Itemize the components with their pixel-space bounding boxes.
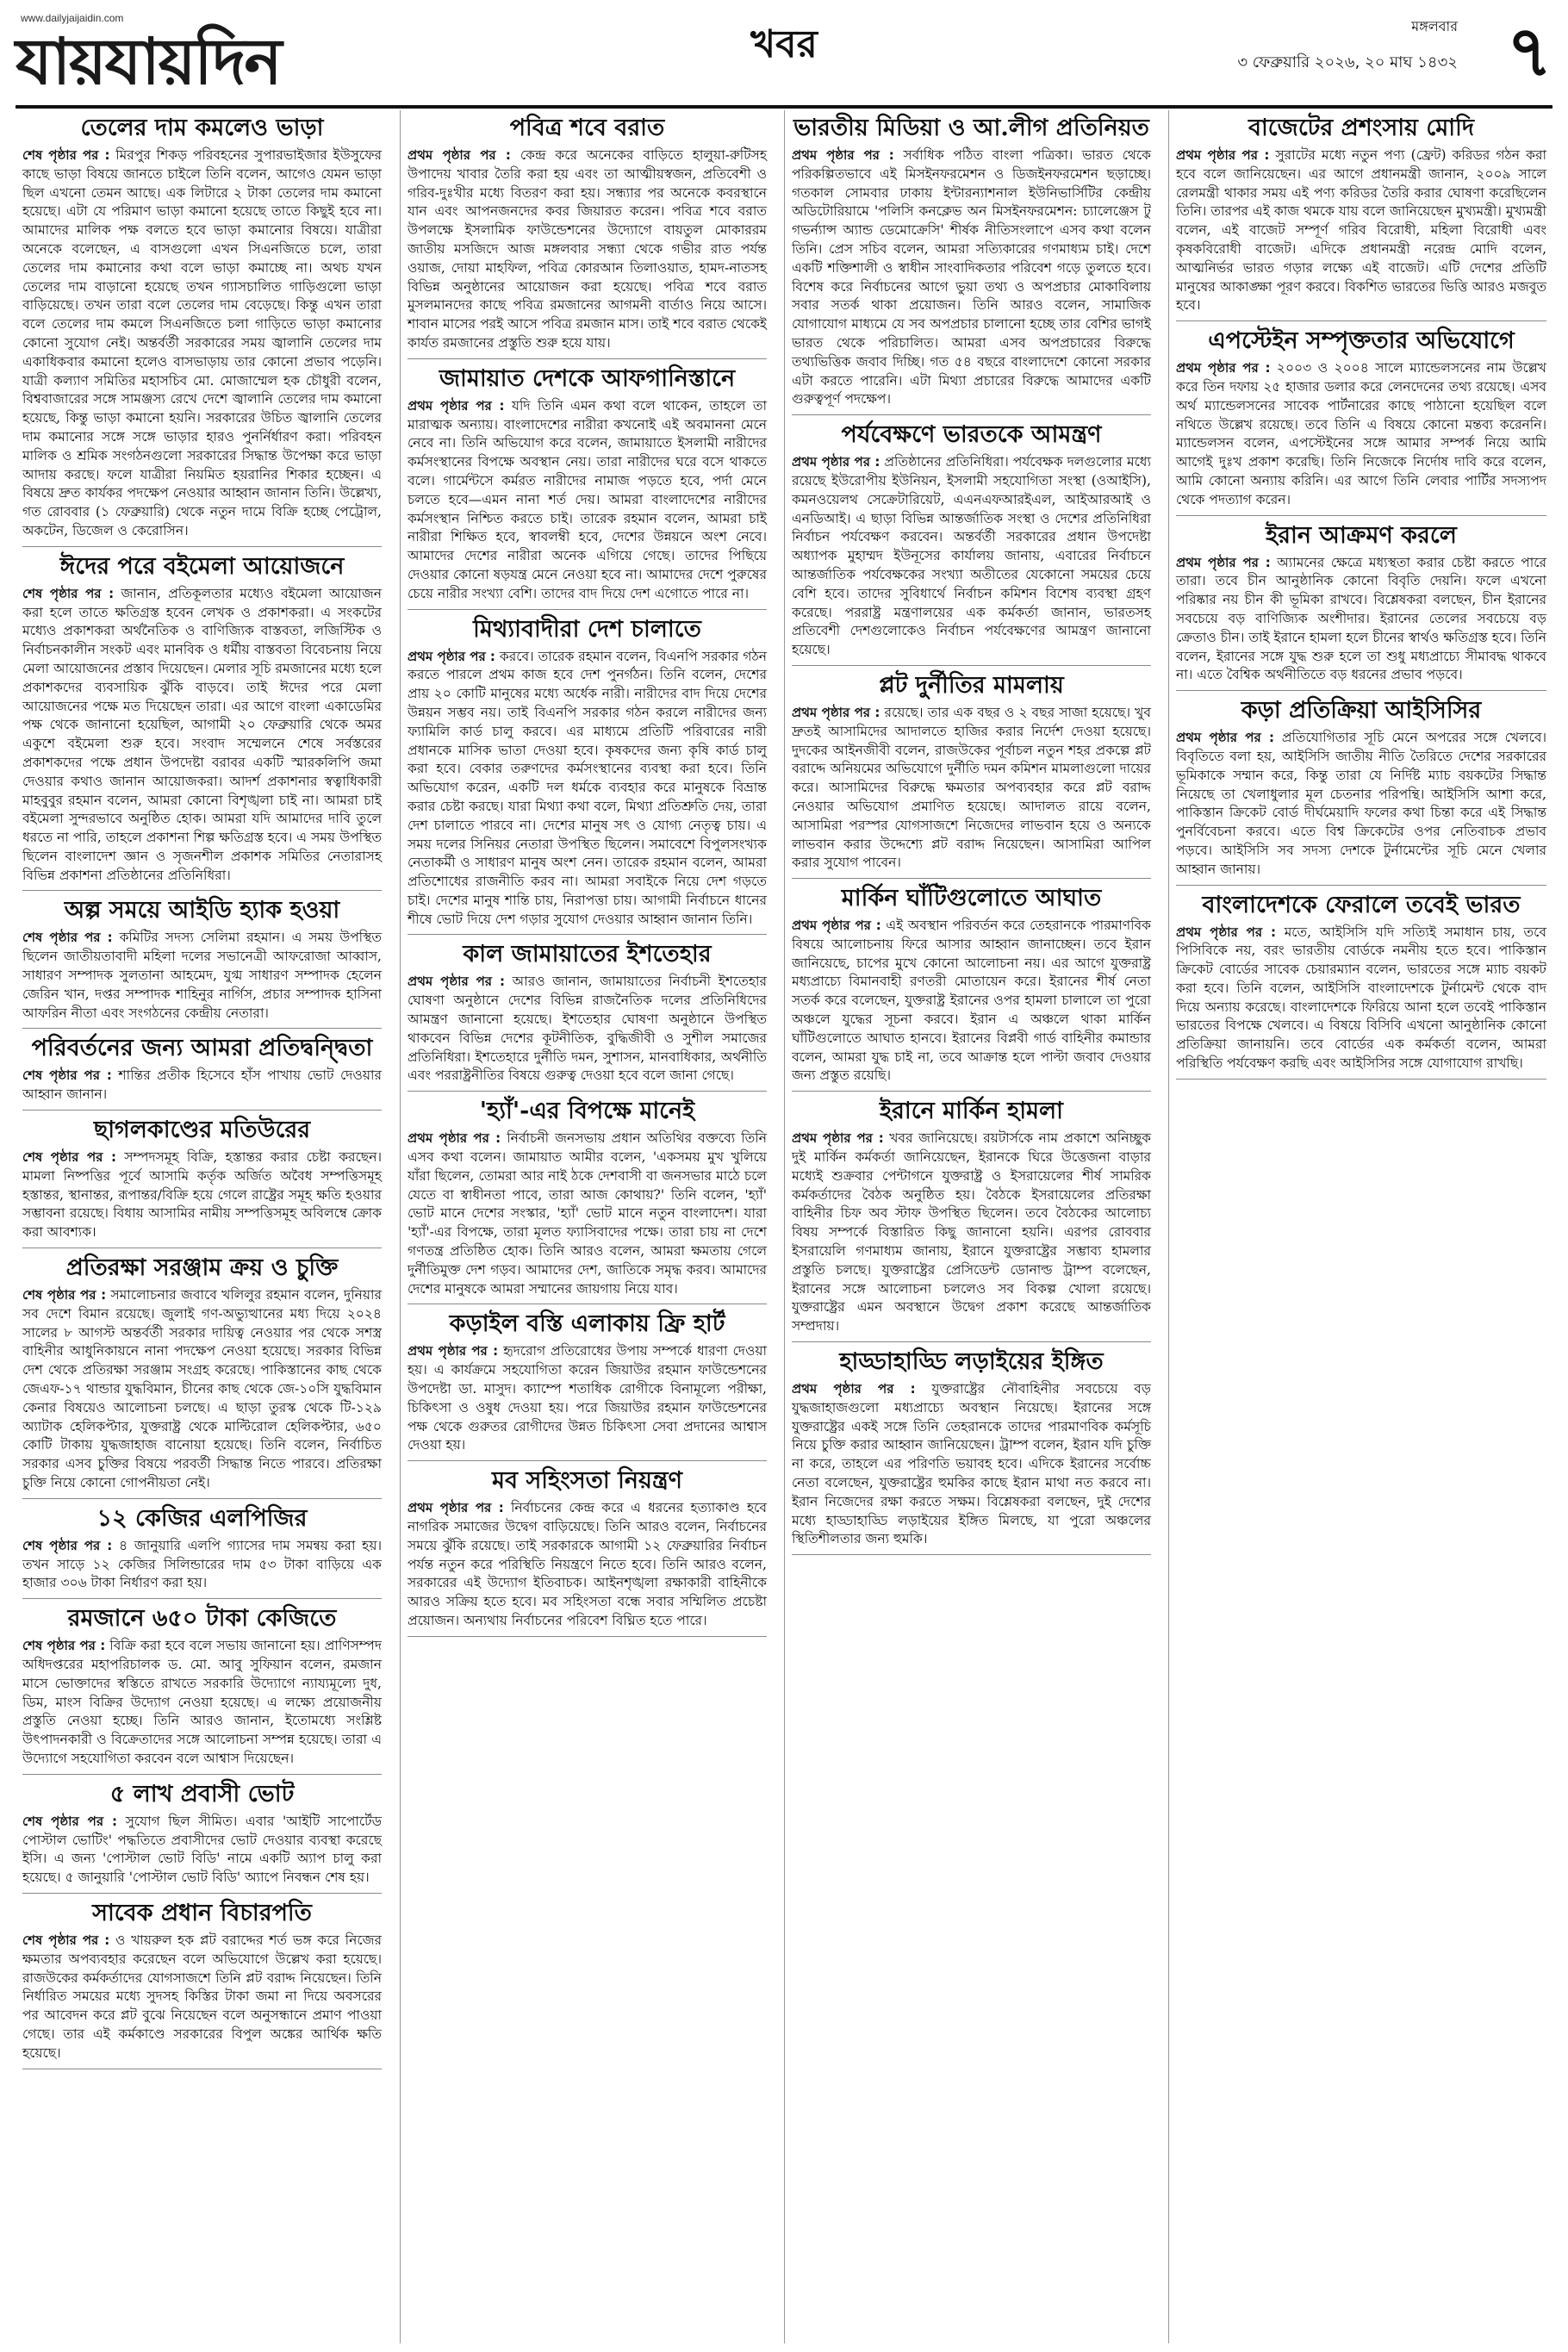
news-story bbox=[22, 114, 382, 547]
story-headline[interactable]: মার্কিন ঘাঁটিগুলোতে আঘাত bbox=[841, 885, 1102, 912]
news-story bbox=[408, 114, 767, 359]
story-headline[interactable]: সাবেক প্রধান বিচারপতি bbox=[92, 1899, 312, 1926]
story-continuation-label: প্রথম পৃষ্ঠার পর : bbox=[792, 918, 881, 934]
story-text: কমিটির সদস্য সেলিমা রহমান। এ সময় উপস্থিত ছিলেন জাতীয়তাবাদী মহিলা দলের সভানেত্রী আফরোজা আব্বাস, সাধারণ সম্পাদক সুলতানা আহমেদ, যুগ্ম সাধারণ সম্পাদক হেলেন জেরিন খান, দপ্তর সম্পাদক শাহিনুর নার্গিস, প্রচার সম্পাদক হাসিনা আফরিন নীতা এবং সংগঠনের কেন্দ্রীয় নেতারা। bbox=[22, 930, 382, 1021]
story-continuation-label: প্রথম পৃষ্ঠার পর : bbox=[792, 1381, 916, 1397]
story-text: নির্বাচনী জনসভায় প্রধান অতিথির বক্তব্যে তিনি এসব কথা বলেন। জামায়াত আমীর বলেন, 'একসময় মুখ খুলিয়ে যাঁরা ছিলেন, তোমরা আর নাই ঠকে দেশবাসী বা জনসভার মাঠে চলে যেতে বা স্বাধীনতা পাবে, তারা আজ কোথায়?' তিনি বলেন, 'হ্যাঁ' ভোট মানে দেশের সংস্কার, 'হ্যাঁ' ভোট মানে নতুন বাংলাদেশ। যারা 'হ্যাঁ'-এর বিপক্ষে, তারা মূলত ফ্যাসিবাদের পক্ষে। তারা চায় না দেশে গণতন্ত্র প্রতিষ্ঠিত হোক। তিনি আরও বলেন, আমরা ক্ষমতায় গেলে দুর্নীতিমুক্ত দেশ গড়ব। আমাদের দেশ, জাতিকে সমৃদ্ধ করব। আমাদের দেশের মানুষকে আমরা সম্মানের জায়গায় নিয়ে যাব। bbox=[408, 1130, 767, 1297]
masthead bbox=[16, 9, 1552, 109]
story-text: জানান, প্রতিকূলতার মধ্যেও বইমেলা আয়োজন করা হলে তাতে ক্ষতিগ্রস্ত হবেন লেখক ও প্রকাশকরা। এ সংকটের মধ্যেও প্রকাশকরা অর্থনৈতিক ও বাণিজ্যিক বাস্তবতা, লজিস্টিক ও নির্বাচনকালীন সংকট এবং মানবিক ও ধর্মীয় বাস্তবতা বিবেচনায় নিয়ে মেলা আয়োজনের প্রস্তাব দিয়েছেন। মেলার সূচি রমজানের মধ্যে হলে প্রকাশকদের ব্যবসায়িক ঝুঁকি বাড়বে। তাই ঈদের পরে মেলা আয়োজনের পক্ষে মত দিয়েছেন তারা। এর আগে বাংলা একাডেমির পক্ষ থেকে জানানো হয়েছিল, আগামী ২০ ফেব্রুয়ারি থেকে অমর একুশে বইমেলা শুরু হবে। সংবাদ সম্মেলনে শেষে সর্বস্তরের প্রকাশকদের পক্ষে প্রধান উপদেষ্টা বরাবর একটি স্মারকলিপি জমা দেওয়ার কথাও জানান আয়োজকরা। আদর্শ প্রকাশনার স্বত্বাধিকারী মাহবুবুর রহমান বলেন, আমরা কোনো বিশৃঙ্খলা চাই না। আমরা চাই বইমেলা সুন্দরভাবে অনুষ্ঠিত হোক। আমরা যদি আমাদের দাবি তুলে ধরতে না পারি, তাহলে প্রকাশনা শিল্প ক্ষতিগ্রস্ত হবে। এ সময় উপস্থিত ছিলেন বাংলাদেশ জ্ঞান ও সৃজনশীল প্রকাশক সমিতির নেতারাসহ বিভিন্ন প্রকাশনা প্রতিষ্ঠানের প্রতিনিধিরা। bbox=[22, 585, 382, 883]
weekday: মঙ্গলবার bbox=[1411, 18, 1458, 34]
story-headline[interactable]: ভারতীয় মিডিয়া ও আ.লীগ প্রতিনিয়ত bbox=[793, 115, 1149, 141]
story-text: ৪ জানুয়ারি এলপি গ্যাসের দাম সমন্বয় করা হয়। তখন সাড়ে ১২ কেজির সিলিন্ডারের দাম ৫৩ টাকা বাড়িয়ে এক হাজার ৩০৬ টাকা নির্ধারণ করা হয়। bbox=[22, 1537, 382, 1591]
story-text: সম্পদসমূহ বিক্রি, হস্তান্তর করার চেষ্টা করছেন। মামলা নিষ্পত্তির পূর্বে আসামি কর্তৃক অর্জিত অবৈধ সম্পত্তিসমূহ হস্তান্তর, স্থানান্তর, রূপান্তর/বিক্রি হয়ে গেলে রাষ্ট্রের সমূহ ক্ষতি হওয়ার সম্ভাবনা রয়েছে। বিধায় আসামির নামীয় সম্পত্তিসমূহ অবিলম্বে ক্রোক করা আবশ্যক। bbox=[22, 1149, 382, 1241]
story-headline[interactable]: ইরান আক্রমণ করলে bbox=[1266, 521, 1457, 549]
news-story bbox=[22, 1504, 382, 1599]
column-3 bbox=[784, 110, 1158, 2343]
story-text: করবে। তারেক রহমান বলেন, বিএনপি সরকার গঠন করতে পারলে প্রথম কাজ হবে দেশ পুনর্গঠন। তিনি বলেন, দেশের প্রায় ২০ কোটি মানুষের মধ্যে অর্ধেক নারী। নারীদের বাদ দিয়ে দেশের উন্নয়ন সম্ভব নয়। তাই বিএনপি সরকার গঠন করলে নারীদের জন্য ফ্যামিলি কার্ড চালু করবে। এর মাধ্যমে প্রতিটি পরিবারের নারী প্রধানকে মাসিক ভাতা দেওয়া হবে। কৃষকদের জন্য কৃষি কার্ড চালু করা হবে। বেকার তরুণদের কর্মসংস্থানের ব্যবস্থা করা হবে। তিনি অভিযোগ করেন, একটি দল ধর্মকে ব্যবহার করে মানুষকে বিভ্রান্ত করার চেষ্টা করছে। যারা মিথ্যা কথা বলে, মিথ্যা প্রতিশ্রুতি দেয়, তারা দেশ চালাতে পারবে না। দেশের মানুষ সৎ ও যোগ্য নেতৃত্ব চায়। এ সময় দলের সিনিয়র নেতারা উপস্থিত ছিলেন। সমাবেশে বিপুলসংখ্যক নেতাকর্মী ও সাধারণ মানুষ অংশ নেন। তারেক রহমান বলেন, আমরা প্রতিশোধের রাজনীতি করব না। আমরা সবাইকে নিয়ে দেশ গড়তে চাই। দেশের মানুষ শান্তি চায়, নিরাপত্তা চায়। আগামী নির্বাচনে ধানের শীষে ভোট দিয়ে দেশ গড়ার সুযোগ দেওয়ার আহ্বান জানান তিনি। bbox=[408, 648, 767, 927]
news-story bbox=[1176, 891, 1546, 1080]
story-continuation-label: প্রথম পৃষ্ঠার পর : bbox=[408, 397, 505, 414]
story-continuation-label: শেষ পৃষ্ঠার পর : bbox=[22, 1287, 107, 1304]
story-headline[interactable]: জামায়াত দেশকে আফগানিস্তানে bbox=[439, 364, 736, 392]
news-story bbox=[1176, 696, 1546, 885]
story-body bbox=[408, 146, 767, 353]
news-story bbox=[408, 615, 767, 936]
story-text: ২০০৩ ও ২০০৪ সালে ম্যান্ডেলসনের নাম উল্লেখ করে তিন দফায় ২৫ হাজার ডলার করে লেনদেনের তথ্য রয়েছে। এসব অর্থ ম্যান্ডেলসনের সাবেক পার্টনারের কাছে পাঠানো হয়েছিল বলে নথিতে উল্লেখ রয়েছে। তবে তিনি এ বিষয়ে কোনো মন্তব্য করেননি। ম্যান্ডেলসন বলেন, এপস্টেইনের সঙ্গে আমার সম্পর্ক নিয়ে আমি আগেই দুঃখ প্রকাশ করেছি। তিনি নিজেকে নির্দোষ দাবি করে বলেন, আমি কোনো অন্যায় করিনি। এর আগে তিনি লেবার পার্টির সদস্যপদ থেকে পদত্যাগ করেন। bbox=[1176, 360, 1546, 507]
header-date-block bbox=[1070, 12, 1552, 102]
news-story bbox=[22, 1034, 382, 1111]
news-story bbox=[22, 552, 382, 892]
story-body bbox=[408, 1129, 767, 1298]
story-body bbox=[408, 1499, 767, 1631]
news-story bbox=[22, 1116, 382, 1248]
story-continuation-label: শেষ পৃষ্ঠার পর : bbox=[22, 1813, 118, 1829]
story-headline[interactable]: বাজেটের প্রশংসায় মোদি bbox=[1248, 115, 1475, 141]
story-body bbox=[22, 1286, 382, 1493]
story-headline[interactable]: মব সহিংসতা নিয়ন্ত্রণ bbox=[492, 1467, 682, 1495]
story-body bbox=[22, 1637, 382, 1769]
news-story bbox=[792, 671, 1151, 879]
story-headline[interactable]: তেলের দাম কমলেও ভাড়া bbox=[80, 115, 324, 141]
story-body bbox=[408, 1342, 767, 1455]
story-continuation-label: প্রথম পৃষ্ঠার পর : bbox=[792, 704, 880, 720]
story-text: প্রতিষ্ঠানের প্রতিনিধিরা। পর্যবেক্ষক দলগুলোর মধ্যে রয়েছে ইউরোপীয় ইউনিয়ন, ইসলামী সহযোগিতা সংস্থা (ওআইসি), কমনওয়েলথ সেক্রেটারিয়েট, এএনএফআরইএল, আইআরআই ও এনডিআই। এ ছাড়া বিভিন্ন আন্তর্জাতিক সংস্থা ও দেশের প্রতিনিধিরা নির্বাচন পর্যবেক্ষণ করবেন। অন্তর্বর্তী সরকারের প্রধান উপদেষ্টা অধ্যাপক মুহাম্মদ ইউনূসের কার্যালয় জানায়, এবারের নির্বাচনে আন্তর্জাতিক পর্যবেক্ষকের সংখ্যা অতীতের যেকোনো সময়ের চেয়ে বেশি হবে। তাদের সুবিধার্থে নির্বাচন কমিশন বিশেষ ব্যবস্থা গ্রহণ করেছে। পররাষ্ট্র মন্ত্রণালয়ের এক কর্মকর্তা জানান, ভারতসহ প্রতিবেশী দেশগুলোকেও নির্বাচন পর্যবেক্ষণের আমন্ত্রণ জানানো হয়েছে। bbox=[792, 454, 1151, 658]
story-continuation-label: শেষ পৃষ্ঠার পর : bbox=[22, 1149, 116, 1166]
story-text: ও খায়রুল হক প্লট বরাদ্দের শর্ত ভঙ্গ করে নিজের ক্ষমতার অপব্যবহার করেছেন বলে অভিযোগে উল্লেখ করা হয়েছে। রাজউকের কর্মকর্তাদের যোগসাজশে তিনি প্লট বরাদ্দ নিয়েছেন। তিনি নির্ধারিত সময়ের মধ্যে সুদসহ কিস্তির টাকা জমা না দিয়ে অবসরের পর আবেদন করে প্লট বুঝে নিয়েছেন বলে অনুসন্ধানে প্রমাণ পাওয়া গেছে। তার এই কর্মকাণ্ডে সরকারের বিপুল অঙ্কের আর্থিক ক্ষতি হয়েছে। bbox=[22, 1932, 382, 2061]
story-body bbox=[22, 1148, 382, 1242]
story-text: মতে, আইসিসি যদি সত্যিই সমাধান চায়, তবে পিসিবিকে নয়, বরং ভারতীয় বোর্ডকে নমনীয় হতে হবে। পাকিস্তান ক্রিকেট বোর্ডের সাবেক চেয়ারম্যান বলেন, ভারতের সঙ্গে ম্যাচ বয়কট করা হবে। তিনি বলেন, আইসিসি বাংলাদেশকে টুর্নামেন্ট থেকে বাদ দিয়ে অন্যায় করেছে। বাংলাদেশকে ফিরিয়ে আনা হলে তবেই পাকিস্তান ভারতের বিপক্ষে খেলবে। এ বিষয়ে বিসিবি এখনো আনুষ্ঠানিক কোনো প্রতিক্রিয়া জানায়নি। তবে বোর্ডের এক কর্মকর্তা বলেন, আমরা পরিস্থিতি পর্যবেক্ষণ করছি এবং আইসিসির সঙ্গে যোগাযোগ রাখছি। bbox=[1176, 924, 1546, 1072]
story-text: নির্বাচনের কেন্দ্র করে এ ধরনের হত্যাকাণ্ড হবে নাগরিক সমাজের উদ্বেগ বাড়িয়েছে। তিনি আরও বলেন, নির্বাচনের সময়ে ঝুঁকি রয়েছে। তাই সরকারকে আগামী ১২ ফেব্রুয়ারির নির্বাচন পর্যন্ত নতুন করে পরিস্থিতি নিয়ন্ত্রণে নিতে হবে। তিনি আরও বলেন, সরকারের এই উদ্যোগ ইতিবাচক। আইনশৃঙ্খলা রক্ষাকারী বাহিনীকে আরও সক্রিয় হতে হবে। মব সহিংসতা বন্ধে সবার সম্মিলিত প্রচেষ্টা প্রয়োজন। অন্যথায় নির্বাচনের পরিবেশ বিঘ্নিত হতে পারে। bbox=[408, 1500, 767, 1628]
page-number: ৭ bbox=[1506, 10, 1552, 93]
story-text: খবর জানিয়েছে। রয়টার্সকে নাম প্রকাশে অনিচ্ছুক দুই মার্কিন কর্মকর্তা জানিয়েছেন, ইরানকে ঘিরে উত্তেজনা বাড়ার মধ্যেই শুক্রবার পেন্টাগনে যুক্তরাষ্ট্র ও ইসরায়েলের শীর্ষ সামরিক কর্মকর্তাদের বৈঠক অনুষ্ঠিত হয়। বৈঠকে ইসরায়েলের প্রতিরক্ষা বাহিনীর চিফ অব স্টাফ উপস্থিত ছিলেন। তবে বৈঠকের আলোচ্য বিষয় সম্পর্কে বিস্তারিত কিছু জানানো হয়নি। এরপর রোববার ইসরায়েলি গণমাধ্যম জানায়, ইরানে যুক্তরাষ্ট্রের সম্ভাব্য হামলার প্রস্তুতি চলছে। যুক্তরাষ্ট্রের প্রেসিডেন্ট ডোনাল্ড ট্রাম্প বলেছেন, ইরানের সঙ্গে আলোচনা চললেও সব বিকল্প খোলা রয়েছে। যুক্তরাষ্ট্রের এমন অবস্থানে উদ্বেগ প্রকাশ করেছে আন্তর্জাতিক সম্প্রদায়। bbox=[792, 1130, 1151, 1335]
story-continuation-label: প্রথম পৃষ্ঠার পর : bbox=[1176, 924, 1277, 940]
story-headline[interactable]: অল্প সময়ে আইডি হ্যাক হওয়া bbox=[64, 897, 340, 924]
story-body bbox=[22, 1537, 382, 1593]
news-story bbox=[408, 940, 767, 1092]
story-body bbox=[1176, 729, 1546, 879]
story-headline[interactable]: কড়াইল বস্তি এলাকায় ফ্রি হার্ট bbox=[449, 1310, 725, 1338]
story-headline[interactable]: রমজানে ৬৫০ টাকা কেজিতে bbox=[67, 1605, 337, 1633]
story-text: যুক্তরাষ্ট্রের নৌবাহিনীর সবচেয়ে বড় যুদ্ধজাহাজগুলো মধ্যপ্রাচ্যে অবস্থান নিয়েছে। ইরানের সঙ্গে যুক্তরাষ্ট্রের একই সঙ্গে তিনি তেহরানকে তাদের পারমাণবিক কর্মসূচি নিয়ে চুক্তি করার আহ্বান জানিয়েছেন। ট্রাম্প বলেন, ইরান যদি চুক্তি না করে, তাহলে এর পরিণতি ভয়াবহ হবে। এদিকে ইরানের সর্বোচ্চ নেতা বলেছেন, যুক্তরাষ্ট্রের হুমকির কাছে ইরান মাথা নত করবে না। ইরান নিজেদের রক্ষা করতে সক্ষম। বিশ্লেষকরা বলছেন, দুই দেশের মধ্যে হাড্ডাহাড্ডি লড়াইয়ের ইঙ্গিত মিলছে, যা পুরো অঞ্চলের স্থিতিশীলতার জন্য হুমকি। bbox=[792, 1381, 1151, 1547]
news-story bbox=[22, 1899, 382, 2069]
story-headline[interactable]: ঈদের পরে বইমেলা আয়োজনে bbox=[59, 552, 345, 580]
story-continuation-label: শেষ পৃষ্ঠার পর : bbox=[22, 930, 113, 946]
news-story bbox=[792, 1347, 1151, 1555]
story-continuation-label: প্রথম পৃষ্ঠার পর : bbox=[1176, 360, 1271, 376]
story-continuation-label: প্রথম পৃষ্ঠার পর : bbox=[792, 147, 894, 163]
story-text: বিক্রি করা হবে বলে সভায় জানানো হয়। প্রাণিসম্পদ অধিদপ্তরের মহাপরিচালক ড. মো. আবু সুফিয়ান বলেন, রমজান মাসে ভোক্তাদের স্বস্তিতে রাখতে সরকারি উদ্যোগে ন্যায্যমূল্যে দুধ, ডিম, মাংস বিক্রির উদ্যোগ নেওয়া হয়েছে। এ লক্ষ্যে প্রয়োজনীয় প্রস্তুতি নেওয়া হচ্ছে। তিনি আরও জানান, ইতোমধ্যে সংশ্লিষ্ট উৎপাদনকারী ও বিক্রেতাদের সঙ্গে আলোচনা সম্পন্ন হয়েছে। তারা এ উদ্যোগে সহযোগিতা করবেন বলে আশ্বাস দিয়েছেন। bbox=[22, 1638, 382, 1766]
story-body bbox=[792, 146, 1151, 409]
story-text: সুরাটের মধ্যে নতুন পণ্য (ফ্রেট) করিডর গঠন করা হবে বলে জানিয়েছেন। এর আগে প্রধানমন্ত্রী জানান, ২০০৯ সালে রেলমন্ত্রী থাকার সময় এই পণ্য করিডর তৈরি করার ঘোষণা করেছিলেন তিনি। তারপর এই কাজ থমকে যায় বলে জানিয়েছেন মুখ্যমন্ত্রী। মুখ্যমন্ত্রী বলেন, এই বাজেট সম্পূর্ণ গরিব বিরোধী, মহিলা বিরোধী এবং কৃষকবিরোধী বাজেট। এদিকে প্রধানমন্ত্রী নরেন্দ্র মোদি বলেন, আত্মনির্ভর ভারত গড়ার লক্ষ্যে এই বাজেট। এটি দেশের প্রতিটি মানুষের আকাঙ্ক্ষা পূরণ করবে। বিকশিত ভারতের ভিত্তি আরও মজবুত হবে। bbox=[1176, 147, 1546, 314]
story-text: হৃদরোগ প্রতিরোধের উপায় সম্পর্কে ধারণা দেওয়া হয়। এ কার্যক্রমে সহযোগিতা করেন জিয়াউর রহমান ফাউন্ডেশনের উপদেষ্টা ডা. মাসুদ। ক্যাম্পে শতাধিক রোগীকে বিনামূল্যে পরীক্ষা, চিকিৎসা ও ওষুধ দেওয়া হয়। পরে জিয়াউর রহমান ফাউন্ডেশনের পক্ষ থেকে গুরুতর রোগীদের উন্নত চিকিৎসা সেবা প্রদানের আশ্বাস দেওয়া হয়। bbox=[408, 1343, 767, 1453]
news-story bbox=[1176, 327, 1546, 515]
story-body bbox=[792, 917, 1151, 1086]
story-text: প্রতিযোগিতার সূচি মেনে অপরের সঙ্গে খেলবে। বিবৃতিতে বলা হয়, আইসিসি জাতীয় নীতি তৈরিতে দেশের সরকারের ভূমিকাকে সম্মান করে, কিন্তু তারা যে নির্দিষ্ট ম্যাচ বয়কটের সিদ্ধান্ত নিয়েছে তা খেলাধুলার মূল চেতনার পরিপন্থি। আইসিসি আশা করে, পাকিস্তান ক্রিকেট বোর্ড দীর্ঘমেয়াদি ফলের কথা চিন্তা করে এই সিদ্ধান্ত পুনর্বিবেচনা করবে। এতে বিশ্ব ক্রিকেটের ওপর নেতিবাচক প্রভাব পড়বে। আইসিসি সব সদস্য দেশকে টুর্নামেন্টের সূচি মেনে খেলার আহ্বান জানায়। bbox=[1176, 730, 1546, 877]
story-headline[interactable]: ইরানে মার্কিন হামলা bbox=[880, 1098, 1063, 1125]
story-body bbox=[1176, 146, 1546, 315]
story-continuation-label: প্রথম পৃষ্ঠার পর : bbox=[408, 648, 495, 664]
story-continuation-label: শেষ পৃষ্ঠার পর : bbox=[22, 1537, 113, 1553]
story-continuation-label: শেষ পৃষ্ঠার পর : bbox=[22, 585, 115, 601]
story-continuation-label: প্রথম পৃষ্ঠার পর : bbox=[408, 1500, 504, 1516]
story-body bbox=[408, 397, 767, 604]
story-headline[interactable]: 'হ্যাঁ'-এর বিপক্ষে মানেই bbox=[479, 1098, 695, 1125]
story-continuation-label: প্রথম পৃষ্ঠার পর : bbox=[1176, 730, 1274, 746]
story-text: মিরপুর শিকড় পরিবহনের সুপারভাইজার ইউসুফের কাছে ভাড়া বিষয়ে জানতে চাইলে তিনি বলেন, আগেও যেমন ভাড়া ছিল এখনো তেমন আছে। এক লিটারে ২ টাকা তেলের দাম কমানো হয়েছে। এটা যে পরিমাণ ভাড়া কমানো হয়েছে তাতে কিছুই হবে না। আমাদের মালিক পক্ষ বলতে হবে ভাড়া কমানোর বিষয়ে। যাত্রীরা অনেকে বলেছেন, এ বাসগুলো এখন সিএনজিতে চলে, তারা তেলের দাম কমানোর কথা বলে ভাড়া কমাচ্ছে না। অথচ যখন তেলের দাম বাড়ানো হয়েছে তখন গ্যাসচালিত গাড়িগুলো ভাড়া বাড়িয়েছে। তখন তারা বলে তেলের দাম বেড়েছে। কিন্তু এখন তারা বলে তেলের দাম কমলে সিএনজিতে চলা গাড়িতে ভাড়া কমানোর কোনো সুযোগ নেই। অন্তর্বর্তী সরকারের সময় জ্বালানি তেলের দাম একাধিকবার কমানো হলেও বাসভাড়ায় তার কোনো প্রভাব পড়েনি। যাত্রী কল্যাণ সমিতির মহাসচিব মো. মোজাম্মেল হক চৌধুরী বলেন, বিশ্ববাজারের সঙ্গে সামঞ্জস্য রেখে দেশে জ্বালানি তেলের দাম কমানো হয়েছে, কিন্তু ভাড়া কমানো হয়নি। সরকারের উচিত জ্বালানি তেলের দাম কমানোর সঙ্গে সঙ্গে ভাড়ার হারও পুনর্নির্ধারণ করা। পরিবহন মালিক ও শ্রমিক সংগঠনগুলো সরকারের সিদ্ধান্ত উপেক্ষা করে ভাড়া আদায় করছে। ফলে যাত্রীরা নিয়মিত হয়রানির শিকার হচ্ছেন। এ বিষয়ে দ্রুত কার্যকর পদক্ষেপ নেওয়ার আহ্বান জানান তিনি। উল্লেখ্য, গত রোববার (১ ফেব্রুয়ারি) থেকে নতুন দামে বিক্রি হচ্ছে পেট্রোল, অকটেন, ডিজেল ও কেরোসিন। bbox=[22, 147, 382, 538]
story-body bbox=[1176, 554, 1546, 686]
story-body bbox=[792, 453, 1151, 660]
story-continuation-label: শেষ পৃষ্ঠার পর : bbox=[22, 1067, 112, 1084]
story-headline[interactable]: ৫ লাখ প্রবাসী ভোট bbox=[109, 1780, 295, 1808]
story-continuation-label: প্রথম পৃষ্ঠার পর : bbox=[408, 147, 511, 163]
news-story bbox=[22, 1780, 382, 1894]
story-text: যদি তিনি এমন কথা বলে থাকেন, তাহলে তা মারাত্মক অন্যায়। বাংলাদেশের নারীরা কখনোই এই অবমাননা মেনে নেবে না। তিনি অভিযোগ করে বলেন, জামায়াতে ইসলামী নারীদের কর্মসংস্থানের বিপক্ষে অবস্থান নেয়। তারা নারীদের ঘরে বসে থাকতে বলে। গার্মেন্টসে কর্মরত নারীদের নামাজ পড়তে হবে, পর্দা মেনে চলতে হবে—এমন নানা শর্ত দেয়। আমরা বাংলাদেশের নারীদের কর্মসংস্থান নিশ্চিত করতে চাই। তারেক রহমান বলেন, আমরা চাই নারীরা শিক্ষিত হবে, স্বাবলম্বী হবে, দেশের উন্নয়নে অংশ নেবে। আমাদের দেশের নারীরা অনেক এগিয়ে গেছে। তাদের পিছিয়ে দেওয়ার কোনো ষড়যন্ত্র মেনে নেওয়া হবে না। আমাদের দেশে পুরুষের চেয়ে নারীর সংখ্যা বেশি। তাদের বাদ দিয়ে দেশ এগোতে পারে না। bbox=[408, 397, 767, 601]
story-headline[interactable]: হাড্ডাহাড্ডি লড়াইয়ের ইঙ্গিত bbox=[839, 1348, 1104, 1376]
story-continuation-label: শেষ পৃষ্ঠার পর : bbox=[22, 147, 110, 163]
story-body bbox=[792, 1380, 1151, 1549]
story-text: সমালোচনার জবাবে খলিলুর রহমান বলেন, দুনিয়ার সব দেশে বিমান রয়েছে। জুলাই গণ-অভ্যুত্থানের মধ্য দিয়ে ২০২৪ সালের ৮ আগস্ট অন্তর্বর্তী সরকার দায়িত্ব নেওয়ার পর থেকে সশস্ত্র বাহিনীর আধুনিকায়নে নানা পদক্ষেপ নেওয়া হয়েছে। সরকার বিভিন্ন দেশ থেকে প্রতিরক্ষা সরঞ্জাম সংগ্রহ করেছে। পাকিস্তানের কাছ থেকে জেএফ-১৭ থান্ডার যুদ্ধবিমান, চীনের কাছ থেকে জে-১০সি যুদ্ধবিমান কেনার বিষয়েও আলোচনা চলছে। এ ছাড়া তুরস্ক থেকে টি-১২৯ অ্যাটাক হেলিকপ্টার, যুক্তরাষ্ট্র থেকে মাল্টিরোল হেলিকপ্টার, ৬৫০ কোটি টাকায় যুদ্ধজাহাজ বানোয়া হয়েছে। তিনি বলেন, নির্বাচিত সরকার এসব চুক্তির বিষয়ে পরবর্তী সিদ্ধান্ত নিতে পারবে। প্রতিরক্ষা চুক্তি নিয়ে কোনো গোপনীয়তা নেই। bbox=[22, 1287, 382, 1491]
issue-date: ৩ ফেব্রুয়ারি ২০২৬, ২০ মাঘ ১৪৩২ bbox=[1237, 53, 1458, 72]
story-headline[interactable]: ছাগলকাণ্ডের মতিউরের bbox=[93, 1117, 311, 1144]
news-story bbox=[1176, 521, 1546, 692]
story-continuation-label: প্রথম পৃষ্ঠার পর : bbox=[408, 1343, 499, 1360]
story-headline[interactable]: মিথ্যাবাদীরা দেশ চালাতে bbox=[473, 615, 701, 643]
story-headline[interactable]: ১২ কেজির এলপিজির bbox=[96, 1504, 308, 1532]
story-body bbox=[22, 1932, 382, 2063]
story-continuation-label: প্রথম পৃষ্ঠার পর : bbox=[792, 1130, 884, 1147]
story-body bbox=[792, 1129, 1151, 1336]
news-story bbox=[792, 884, 1151, 1092]
news-story bbox=[408, 1310, 767, 1461]
story-continuation-label: প্রথম পৃষ্ঠার পর : bbox=[408, 974, 505, 990]
story-headline[interactable]: পর্যবেক্ষণে ভারতকে আমন্ত্রণ bbox=[841, 421, 1102, 449]
story-text: সর্বাধিক পঠিত বাংলা পত্রিকা। ভারত থেকে পরিকল্পিতভাবে এই মিসইনফরমেশন ও ডিজইনফরমেশন ছড়াচ্ছে। গতকাল সোমবার ঢাকায় ইন্টারন্যাশনাল ইউনিভার্সিটির কেন্দ্রীয় অডিটোরিয়ামে 'পলিসি কনক্লেভ অন মিসইনফরমেশন: চ্যালেঞ্জেস টু গভর্ন্যান্স অ্যান্ড ডেমোক্রেসি' শীর্ষক নীতিসংলাপে এসব কথা বলেন তিনি। প্রেস সচিব বলেন, আমরা সত্যিকারের গণমাধ্যম চাই। দেশে একটি শক্তিশালী ও স্বাধীন সাংবাদিকতার পরিবেশ গড়ে তুলতে হবে। বিশেষ করে নির্বাচনের আগে ভুয়া তথ্য ও অপপ্রচার মোকাবিলায় সবার সতর্ক থাকা প্রয়োজন। তিনি আরও বলেন, সামাজিক যোগাযোগ মাধ্যমে যে সব অপপ্রচার চালানো হচ্ছে তার বেশির ভাগই ভারত থেকে পরিচালিত। আমরা এসব অপপ্রচারের বিরুদ্ধে তথ্যভিত্তিক জবাব দিচ্ছি। গত ৫৪ বছরে বাংলাদেশে কোনো সরকার এটা করতে পারেনি। এটা মিথ্যা প্রচারের বিরুদ্ধে আমাদের একটি গুরুত্বপূর্ণ পদক্ষেপ। bbox=[792, 147, 1151, 408]
news-story bbox=[792, 420, 1151, 666]
story-text: কেন্দ্র করে অনেকের বাড়িতে হালুয়া-রুটিসহ উপাদেয় খাবার তৈরি করা হয় এবং তা আত্মীয়স্বজন, প্রতিবেশী ও গরিব-দুঃখীর মধ্যে বিতরণ করা হয়। সন্ধ্যার পর অনেকে কবরস্থানে যান এবং আপনজনদের কবর জিয়ারত করেন। পবিত্র শবে বরাত উপলক্ষে ইসলামিক ফাউন্ডেশনের উদ্যোগে বায়তুল মোকাররম জাতীয় মসজিদে আজ মঙ্গলবার সন্ধ্যা থেকে গভীর রাত পর্যন্ত ওয়াজ, দোয়া মাহফিল, পবিত্র কোরআন তিলাওয়াত, হামদ-নাতসহ বিভিন্ন অনুষ্ঠানের আয়োজন করা হয়েছে। পবিত্র শবে বরাত মুসলমানদের কাছে পবিত্র রমজানের আগমনী বার্তাও নিয়ে আসে। শাবান মাসের পরই আসে পবিত্র রমজান মাস। তাই শবে বরাত থেকেই কার্যত রমজানের প্রস্তুতি শুরু হয়ে যায়। bbox=[408, 147, 767, 351]
story-text: এই অবস্থান পরিবর্তন করে তেহরানকে পারমাণবিক বিষয়ে আলোচনায় ফিরে আসার আহ্বান জানাচ্ছেন। তবে ইরান জানিয়েছে, চাপের মুখে কোনো আলোচনা নয়। এর আগে যুক্তরাষ্ট্র মধ্যপ্রাচ্যে বিমানবাহী রণতরী মোতায়েন করে। ইরানের শীর্ষ নেতা সতর্ক করে বলেছেন, যুক্তরাষ্ট্র ইরানের ওপর হামলা চালালে তা পুরো অঞ্চলে যুদ্ধের সূচনা করবে। ইরান এ অঞ্চলে থাকা মার্কিন ঘাঁটিগুলোতে আঘাত হানবে। ইরানের বিপ্লবী গার্ড বাহিনীর কমান্ডার বলেন, আমরা যুদ্ধ চাই না, তবে আক্রান্ত হলে পাল্টা জবাব দেওয়ার জন্য প্রস্তুত রয়েছি। bbox=[792, 918, 1151, 1084]
story-headline[interactable]: বাংলাদেশকে ফেরালে তবেই ভারত bbox=[1202, 891, 1521, 918]
news-story bbox=[22, 1254, 382, 1499]
story-headline[interactable]: কড়া প্রতিক্রিয়া আইসিসির bbox=[1241, 697, 1482, 725]
story-text: সুযোগ ছিল সীমিত। এবার 'আইটি সাপোর্টেড পোস্টাল ভোটিং' পদ্ধতিতে প্রবাসীদের ভোট দেওয়ার ব্যবস্থা করেছে ইসি। এ জন্য 'পোস্টাল ভোট বিডি' নামে একটি অ্যাপ চালু করা হয়েছে। ৫ জানুয়ারি 'পোস্টাল ভোট বিডি' অ্যাপে নিবন্ধন শেষ হয়। bbox=[22, 1813, 382, 1886]
news-story bbox=[408, 1097, 767, 1304]
story-headline[interactable]: প্লট দুর্নীতির মামলায় bbox=[879, 671, 1064, 699]
story-continuation-label: শেষ পৃষ্ঠার পর : bbox=[22, 1932, 110, 1948]
news-story bbox=[792, 114, 1151, 415]
section-title: খবর bbox=[750, 22, 818, 66]
story-body bbox=[1176, 924, 1546, 1073]
story-body bbox=[22, 1813, 382, 1888]
story-continuation-label: প্রথম পৃষ্ঠার পর : bbox=[1176, 147, 1270, 163]
news-story bbox=[408, 1466, 767, 1637]
story-body bbox=[408, 973, 767, 1086]
story-continuation-label: প্রথম পৃষ্ঠার পর : bbox=[792, 454, 880, 470]
story-body bbox=[22, 146, 382, 541]
column-4 bbox=[1168, 110, 1553, 2343]
story-continuation-label: প্রথম পৃষ্ঠার পর : bbox=[1176, 554, 1271, 570]
story-headline[interactable]: প্রতিরক্ষা সরঞ্জাম ক্রয় ও চুক্তি bbox=[65, 1254, 339, 1282]
story-headline[interactable]: পবিত্র শবে বরাত bbox=[509, 115, 665, 141]
story-continuation-label: প্রথম পৃষ্ঠার পর : bbox=[408, 1130, 501, 1147]
story-body bbox=[792, 704, 1151, 873]
news-story bbox=[1176, 114, 1546, 321]
story-text: অ্যামনের ক্ষেত্রে মধ্যস্থতা করার চেষ্টা করতে পারে তারা। তবে চীন আনুষ্ঠানিক কোনো বিবৃতি দেয়নি। ফলে এখনো পরিষ্কার নয় চীন কী ভূমিকা রাখবে। বিশ্লেষকরা বলছেন, চীন ইরানের সবচেয়ে বড় বাণিজ্যিক অংশীদার। ইরানের তেলের সবচেয়ে বড় ক্রেতাও চীন। তাই ইরানে হামলা হলে চীনের স্বার্থও ক্ষতিগ্রস্ত হবে। তিনি বলেন, ইরানের সঙ্গে যুদ্ধ শুরু হলে তা শুধু মধ্যপ্রাচ্যে সীমাবদ্ধ থাকবে না। এতে বৈশ্বিক অর্থনীতিতে বড় ধরনের প্রভাব পড়বে। bbox=[1176, 554, 1546, 683]
news-story bbox=[22, 1604, 382, 1775]
story-headline[interactable]: পরিবর্তনের জন্য আমরা প্রতিদ্বন্দ্বিতা bbox=[31, 1035, 373, 1062]
news-story bbox=[22, 896, 382, 1029]
story-text: আরও জানান, জামায়াতের নির্বাচনী ইশতেহার ঘোষণা অনুষ্ঠানে দেশের বিভিন্ন রাজনৈতিক দলের প্রতিনিধিদের আমন্ত্রণ জানানো হয়েছে। ইশতেহার ঘোষণা অনুষ্ঠানে উপস্থিত থাকবেন বিভিন্ন দেশের কূটনীতিক, বুদ্ধিজীবী ও সুশীল সমাজের প্রতিনিধিরা। ইশতেহারে দুর্নীতি দমন, সুশাসন, মানবাধিকার, অর্থনীতি এবং পররাষ্ট্রনীতির বিষয়ে গুরুত্ব দেওয়া হবে বলে জানা গেছে। bbox=[408, 974, 767, 1084]
story-headline[interactable]: এপস্টেইন সম্পৃক্ততার অভিযোগে bbox=[1208, 327, 1515, 355]
story-body bbox=[408, 648, 767, 930]
story-body bbox=[22, 929, 382, 1023]
column-2 bbox=[400, 110, 774, 2343]
story-body bbox=[1176, 359, 1546, 509]
news-story bbox=[792, 1097, 1151, 1342]
story-text: রয়েছে। তার এক বছর ও ২ বছর সাজা হয়েছে। খুব দ্রুতই আসামিদের আদালতে হাজির করার নির্দেশ দেওয়া হয়েছে। দুদকের আইনজীবী বলেন, রাজউকের পূর্বাচল নতুন শহর প্রকল্পে প্লট বরাদ্দে অনিয়মের অভিযোগে দুর্নীতি দমন কমিশন মামলাগুলো দায়ের করে। আসামিদের বিরুদ্ধে ক্ষমতার অপব্যবহার করে প্লট বরাদ্দ নেওয়ার অভিযোগ প্রমাণিত হয়েছে। আদালত রায়ে বলেন, আসামিরা পরস্পর যোগসাজশে নিজেদের লাভবান হয়ে ও অন্যকে লাভবান করার উদ্দেশ্যে প্লট বরাদ্দ নিয়েছেন। আসামিরা আপিল করার সুযোগ পাবেন। bbox=[792, 704, 1151, 871]
site-url[interactable]: www.dailyjaijaidin.com bbox=[21, 12, 124, 24]
columns-area bbox=[16, 110, 1552, 2343]
story-text: শান্তির প্রতীক হিসেবে হাঁস পাখায় ভোট দেওয়ার আহ্বান জানান। bbox=[22, 1067, 382, 1103]
news-story bbox=[408, 364, 767, 610]
story-body bbox=[22, 585, 382, 886]
logo-wordmark: যায়যায়দিন bbox=[16, 25, 281, 99]
story-body bbox=[22, 1067, 382, 1104]
story-headline[interactable]: কাল জামায়াতের ইশতেহার bbox=[463, 941, 712, 968]
story-continuation-label: শেষ পৃষ্ঠার পর : bbox=[22, 1638, 106, 1654]
column-1 bbox=[16, 110, 389, 2343]
